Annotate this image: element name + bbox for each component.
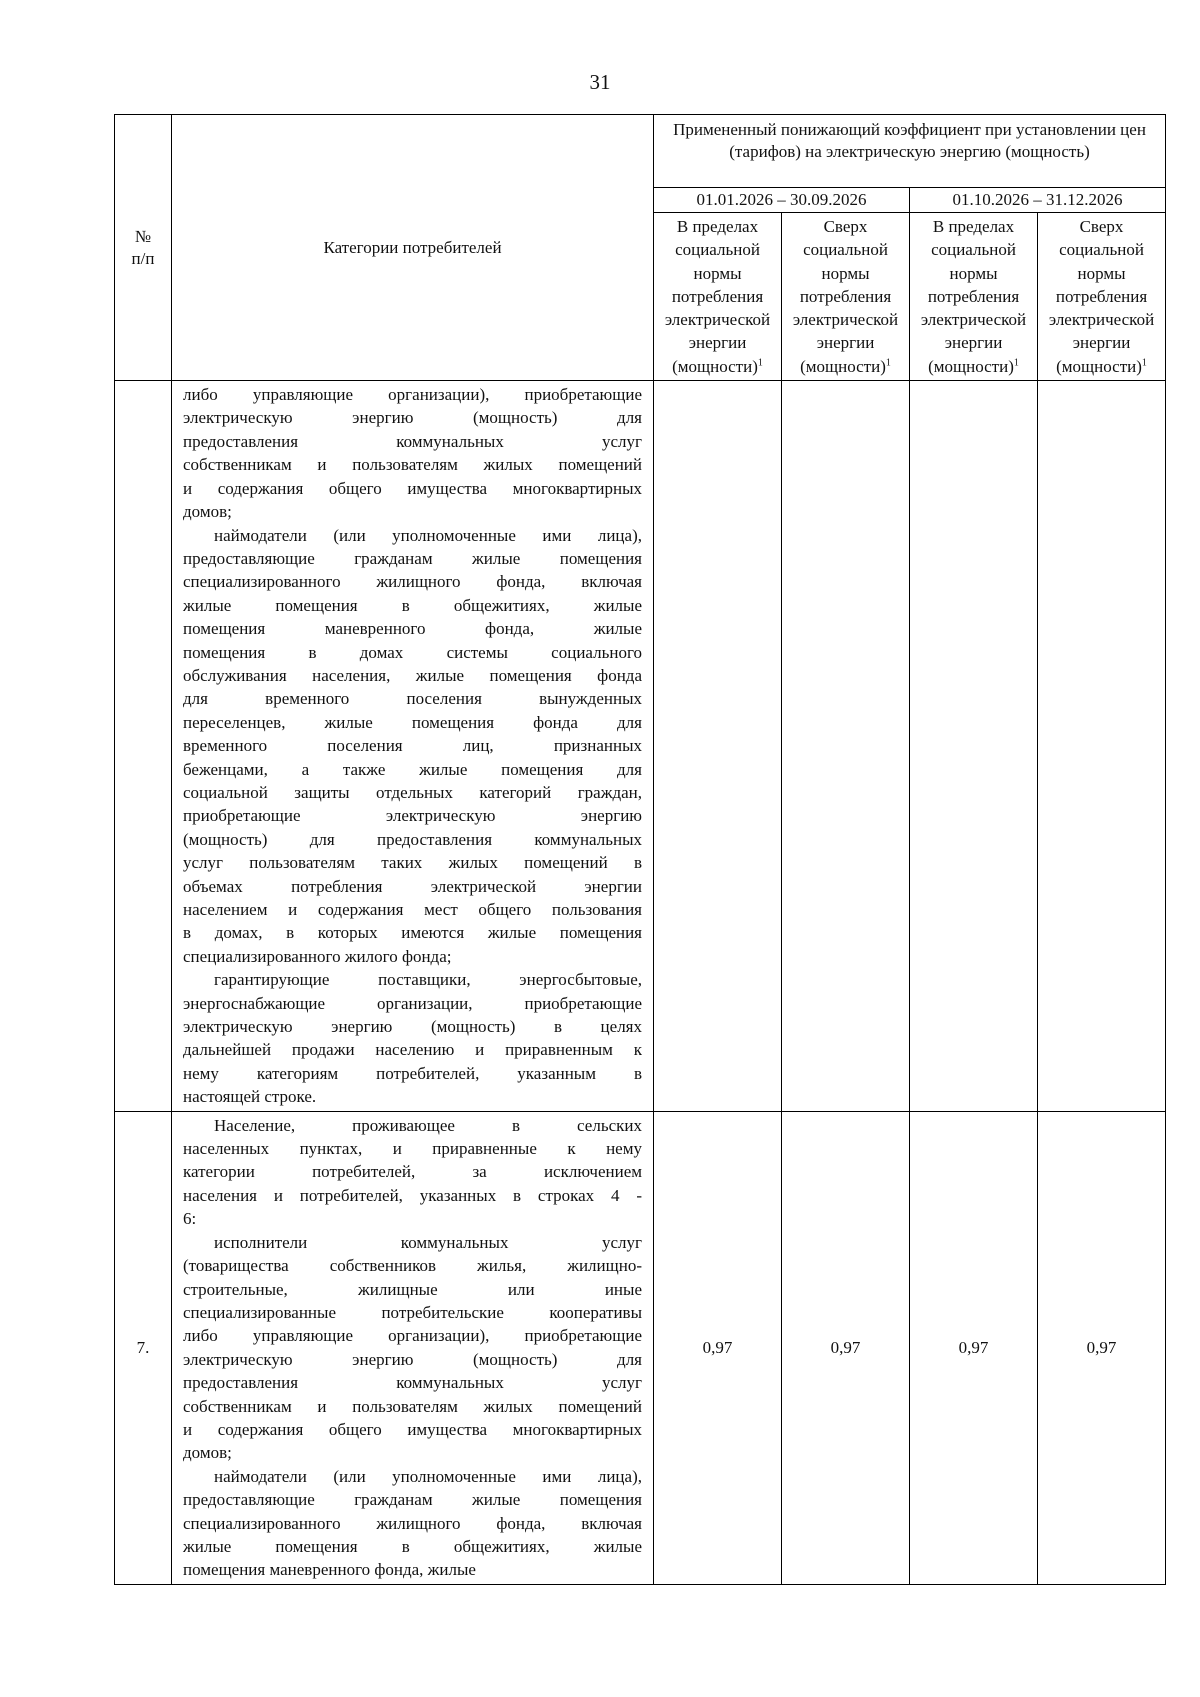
description-line: предоставляющие гражданам жилые помещения (183, 1490, 642, 1510)
description-line: специализированного жилого фонда; (183, 946, 452, 966)
header-subcolumn-line: социальной (931, 240, 1016, 260)
description-line: и содержания общего имущества многоквартирных (183, 478, 642, 498)
description-line: (мощность) для предоставления коммунальных (183, 829, 642, 849)
description-line: временного поселения лиц, признанных (183, 736, 642, 756)
description-line: предоставления коммунальных услуг (183, 1373, 642, 1393)
description-line: предоставляющие гражданам жилые помещения (183, 548, 642, 568)
description-line: электрическую энергию (мощность) для (183, 1349, 642, 1369)
table-row (115, 381, 1166, 1112)
description-line: собственникам и пользователям жилых помещений (183, 1396, 642, 1416)
header-subcolumn (654, 213, 782, 381)
description-line: населения и потребителей, указанных в строках 4 - (183, 1185, 642, 1205)
description-line: специализированные потребительские кооперативы (183, 1302, 642, 1322)
description-line: жилые помещения в общежитиях, жилые (183, 1536, 642, 1556)
header-category-cell (172, 115, 654, 381)
value-cell: 0,97 (654, 1111, 782, 1584)
description-line: нему категориям потребителей, указанным в (183, 1063, 642, 1083)
header-subcolumn-line: Сверх (823, 217, 868, 236)
header-subcolumn-line: (мощности) (672, 356, 758, 376)
header-subcolumn-line: нормы (1077, 263, 1126, 283)
description-line: либо управляющие организации), приобретающие (183, 385, 642, 405)
header-subcolumn-line: социальной (803, 240, 888, 260)
header-subcolumn-line: (мощности) (1056, 356, 1142, 376)
header-category-label: Категории потребителей (323, 237, 502, 257)
description-line: домов; (183, 502, 232, 522)
description-line: населенных пунктах, и приравненные к нему (183, 1139, 642, 1159)
header-subcolumn (782, 213, 910, 381)
description-line: дальнейшей продажи населению и приравненным к (183, 1040, 642, 1060)
value-cell (1038, 381, 1166, 1112)
value-cell: 0,97 (910, 1111, 1038, 1584)
row-number: 7. (115, 1111, 172, 1584)
description-line: наймодатели (или уполномоченные ими лица), (214, 525, 642, 545)
header-number-symbol: № (134, 226, 152, 246)
header-subcolumn-line: электрической (664, 310, 771, 330)
description-line: помещения маневренного фонда, жилые (183, 619, 642, 639)
description-line: населением и содержания мест общего пользования (183, 900, 642, 920)
description-line: гарантирующие поставщики, энергосбытовые, (214, 970, 642, 990)
description-line: Население, проживающее в сельских (214, 1115, 642, 1135)
header-subcolumn-line: В пределах (932, 217, 1015, 236)
header-subcolumn-line: нормы (693, 263, 742, 283)
header-period-1: 01.01.2026 – 30.09.2026 (654, 188, 910, 213)
description-line: предоставления коммунальных услуг (183, 431, 642, 451)
header-subcolumn-line: потребления (927, 286, 1020, 306)
description-line: электрическую энергию (мощность) для (183, 408, 642, 428)
header-row-title (115, 115, 1166, 188)
header-subcolumn-line: Сверх (1079, 217, 1124, 236)
description-line: переселенцев, жилые помещения фонда для (183, 712, 642, 732)
description-line: объемах потребления электрической энергии (183, 876, 642, 896)
header-subcolumn-line: социальной (1059, 240, 1144, 260)
description-line: наймодатели (или уполномоченные ими лица), (214, 1466, 642, 1486)
description-line: специализированного жилищного фонда, включая (183, 1513, 642, 1533)
header-subcolumn (910, 213, 1038, 381)
footnote-marker: 1 (885, 357, 891, 369)
value-cell (654, 381, 782, 1112)
header-subcolumn-line: энергии (688, 333, 747, 353)
description-line: социальной защиты отдельных категорий граждан, (183, 782, 642, 802)
header-subcolumn-line: энергии (944, 333, 1003, 353)
value-cell: 0,97 (782, 1111, 910, 1584)
category-description (172, 381, 654, 1112)
header-number-cell (115, 115, 172, 381)
tariff-coefficient-table (114, 114, 1166, 1585)
value-cell (910, 381, 1038, 1112)
table-row (115, 1111, 1166, 1584)
description-line: беженцами, а также жилые помещения для (183, 759, 642, 779)
header-subcolumn-line: энергии (1072, 333, 1131, 353)
header-subcolumn-line: нормы (821, 263, 870, 283)
description-line: обслуживания населения, жилые помещения фонда (183, 665, 642, 685)
header-subcolumn-line: (мощности) (800, 356, 886, 376)
description-line: исполнители коммунальных услуг (214, 1232, 642, 1252)
description-line: специализированного жилищного фонда, включая (183, 572, 642, 592)
description-line: электрическую энергию (мощность) в целях (183, 1017, 642, 1037)
page-number: 31 (589, 70, 611, 94)
description-line: приобретающие электрическую энергию (183, 806, 642, 826)
footnote-marker: 1 (1013, 357, 1019, 369)
footnote-marker: 1 (757, 357, 763, 369)
description-line: и содержания общего имущества многоквартирных (183, 1419, 642, 1439)
header-subcolumn-line: потребления (1055, 286, 1148, 306)
header-coefficient-title: Примененный понижающий коэффициент при установлении цен (тарифов) на электрическую энергию (мощность) (654, 115, 1166, 188)
header-subcolumn-line: социальной (675, 240, 760, 260)
row-number (115, 381, 172, 1112)
header-subcolumn-line: энергии (816, 333, 875, 353)
header-subcolumn-line: В пределах (676, 217, 759, 236)
header-subcolumn-line: потребления (671, 286, 764, 306)
description-line: либо управляющие организации), приобретающие (183, 1326, 642, 1346)
description-line: строительные, жилищные или иные (183, 1279, 642, 1299)
header-subcolumn-line: (мощности) (928, 356, 1014, 376)
description-line: услуг пользователям таких жилых помещений в (183, 853, 642, 873)
header-number-abbrev: п/п (131, 248, 155, 268)
description-line: для временного поселения вынужденных (183, 689, 642, 709)
category-description (172, 1111, 654, 1584)
header-subcolumn-line: электрической (920, 310, 1027, 330)
description-line: помещения в домах системы социального (183, 642, 642, 662)
value-cell (782, 381, 910, 1112)
value-cell: 0,97 (1038, 1111, 1166, 1584)
description-line: (товарищества собственников жилья, жилищно- (183, 1256, 642, 1276)
header-subcolumn (1038, 213, 1166, 381)
description-line: энергоснабжающие организации, приобретающие (183, 993, 642, 1013)
description-line: жилые помещения в общежитиях, жилые (183, 595, 642, 615)
footnote-marker: 1 (1141, 357, 1147, 369)
header-subcolumn-line: нормы (949, 263, 998, 283)
header-subcolumn-line: электрической (792, 310, 899, 330)
description-line: настоящей строке. (183, 1087, 317, 1107)
description-line: в домах, в которых имеются жилые помещения (183, 923, 642, 943)
header-subcolumn-line: потребления (799, 286, 892, 306)
description-line: помещения маневренного фонда, жилые (183, 1560, 476, 1580)
description-line: домов; (183, 1443, 232, 1463)
description-line: категории потребителей, за исключением (183, 1162, 642, 1182)
description-line: 6: (183, 1209, 197, 1229)
header-period-2: 01.10.2026 – 31.12.2026 (910, 188, 1166, 213)
header-subcolumn-line: электрической (1048, 310, 1155, 330)
description-line: собственникам и пользователям жилых помещений (183, 455, 642, 475)
